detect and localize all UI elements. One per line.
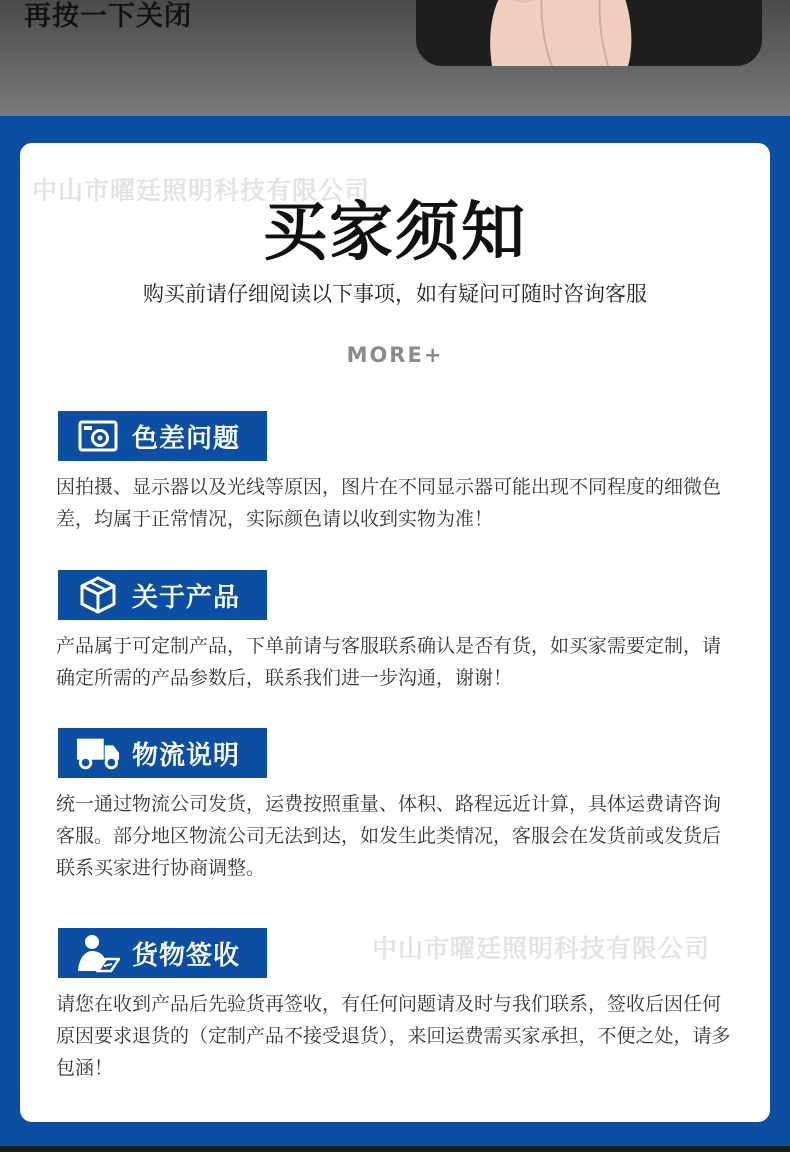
section-header-receipt bbox=[58, 928, 267, 978]
watermark: 中山市曜廷照明科技有限公司 bbox=[32, 176, 371, 205]
hand-image bbox=[482, 0, 642, 66]
section-title: 物流说明 bbox=[132, 740, 241, 771]
top-banner bbox=[0, 0, 790, 116]
box-icon bbox=[76, 575, 120, 615]
section-text: 产品属于可定制产品，下单前请与客服联系确认是否有货，如买家需要定制，请确定所需的产品参数后，联系我们进一步沟通，谢谢！ bbox=[56, 635, 722, 689]
watermark: 中山市曜廷照明科技有限公司 bbox=[372, 934, 711, 963]
page-title: 买家须知 bbox=[263, 196, 527, 270]
notice-card bbox=[20, 143, 770, 1122]
section-text: 因拍摄、显示器以及光线等原因，图片在不同显示器可能出现不同程度的细微色差，均属于正常情况，实际颜色请以收到实物为准！ bbox=[56, 476, 722, 530]
camera-icon bbox=[76, 416, 120, 456]
section-title: 色差问题 bbox=[132, 423, 241, 454]
truck-icon bbox=[76, 733, 120, 773]
more-label: MORE+ bbox=[346, 343, 444, 367]
section-text: 请您在收到产品后先验货再签收，有任何问题请及时与我们联系，签收后因任何原因要求退货的（定制产品不接受退货），来回运费需买家承担，不便之处，请多包涵！ bbox=[56, 993, 731, 1079]
section-title: 货物签收 bbox=[132, 940, 241, 971]
section-text: 统一通过物流公司发货，运费按照重量、体积、路程远近计算，具体运费请咨询客服。部分地区物流公司无法到达，如发生此类情况，客服会在发货前或发货后联系买家进行协商调整。 bbox=[56, 793, 722, 879]
section-header-color bbox=[58, 411, 267, 461]
section-header-product bbox=[58, 570, 267, 620]
page-subtitle: 购买前请仔细阅读以下事项，如有疑问可随时咨询客服 bbox=[143, 282, 647, 306]
section-title: 关于产品 bbox=[132, 582, 241, 613]
section-header-logistics bbox=[58, 728, 267, 778]
bottom-bar bbox=[0, 1146, 790, 1152]
top-caption: 再按一下关闭 bbox=[24, 1, 192, 32]
person-sign-icon bbox=[76, 933, 120, 973]
